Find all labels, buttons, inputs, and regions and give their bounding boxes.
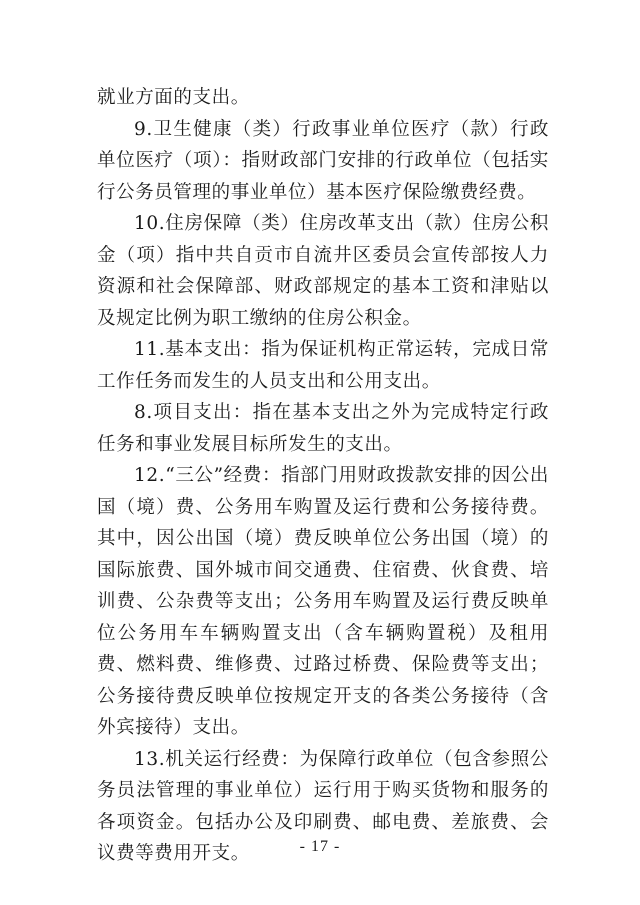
paragraph-project-expenditure: 8.项目支出：指在基本支出之外为完成特定行政任务和事业发展目标所发生的支出。 [97, 402, 549, 455]
paragraph-health-medical: 9.卫生健康（类）行政事业单位医疗（款）行政单位医疗（项）：指财政部门安排的行政单位（包括实行公务员管理的事业单位）基本医疗保险缴费经费。 [97, 118, 549, 203]
document-body [97, 82, 549, 870]
page-number: - 17 - [299, 838, 341, 855]
paragraph-employment-continuation: 就业方面的支出。 [97, 87, 250, 108]
paragraph-basic-expenditure: 11.基本支出：指为保证机构正常运转，完成日常工作任务而发生的人员支出和公用支出。 [97, 339, 549, 392]
paragraph-agency-operating-expenses: 13.机关运行经费：为保障行政单位（包含参照公务员法管理的事业单位）运行用于购买货物和服务的各项资金。包括办公及印刷费、邮电费、差旅费、会议费等费用开支。 [97, 748, 549, 864]
paragraph-three-public-expenses: 12.“三公”经费：指部门用财政拨款安排的因公出国（境）费、公务用车购置及运行费和公务接待费。其中，因公出国（境）费反映单位公务出国（境）的国际旅费、国外城市间交通费、住宿费、伙食费、培训费、公杂费等支出；公务用车购置及运行费反映单位公务用车车辆购置支出（含车辆购置税）及租用费、燃料费、维修费、过路过桥费、保险费等支出；公务接待费反映单位按规定开支的各类公务接待（含外宾接待）支出。 [97, 465, 549, 738]
paragraph-housing-fund: 10.住房保障（类）住房改革支出（款）住房公积金（项）指中共自贡市自流井区委员会宣传部按人力资源和社会保障部、财政部规定的基本工资和津贴以及规定比例为职工缴纳的住房公积金。 [97, 213, 549, 329]
